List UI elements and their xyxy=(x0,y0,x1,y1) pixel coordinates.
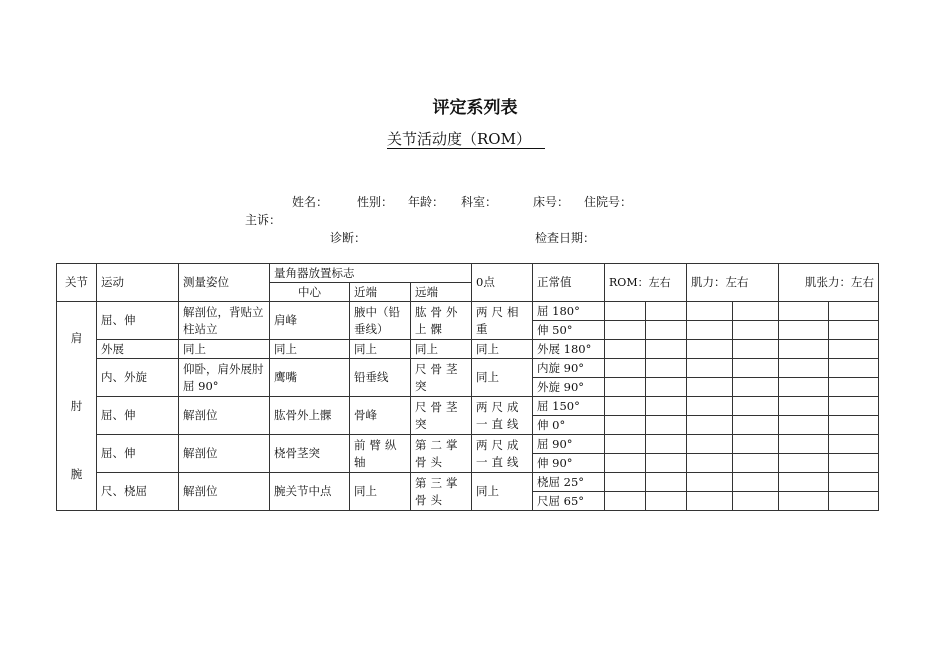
strength-left xyxy=(687,397,733,416)
distal-cell: 同上 xyxy=(411,340,472,359)
rom-right xyxy=(646,378,687,397)
center-cell: 肩峰 xyxy=(270,302,350,340)
table-row xyxy=(57,435,879,454)
strength-right xyxy=(733,435,779,454)
exam-date-label: 检查日期： xyxy=(535,231,596,245)
center-cell: 腕关节中点 xyxy=(270,473,350,511)
center-cell: 鹰嘴 xyxy=(270,359,350,397)
rom-table xyxy=(56,263,879,511)
normal-cell: 伸 0° xyxy=(533,416,605,435)
normal-cell: 内旋 90° xyxy=(533,359,605,378)
joint-wrist: 腕 xyxy=(70,467,83,481)
zero-cell: 同上 xyxy=(472,473,533,511)
tone-right xyxy=(829,340,879,359)
header-tone: 肌张力：左右 xyxy=(779,264,879,302)
rom-left xyxy=(605,397,646,416)
rom-right xyxy=(646,435,687,454)
strength-right xyxy=(733,359,779,378)
header-normal: 正常值 xyxy=(533,264,605,302)
strength-right xyxy=(733,473,779,492)
joint-elbow: 肘 xyxy=(70,399,83,413)
page-subtitle: 关节活动度（ROM） xyxy=(387,130,545,149)
tone-left xyxy=(779,378,829,397)
rom-right xyxy=(646,492,687,511)
distal-cell: 肱骨外上髁 xyxy=(411,302,472,340)
motion-cell: 外展 xyxy=(97,340,179,359)
zero-cell: 两尺成一直线 xyxy=(472,435,533,473)
rom-right xyxy=(646,397,687,416)
strength-right xyxy=(733,492,779,511)
strength-left xyxy=(687,340,733,359)
proximal-cell: 同上 xyxy=(350,340,411,359)
rom-left xyxy=(605,416,646,435)
rom-right xyxy=(646,359,687,378)
zero-cell: 两尺相重 xyxy=(472,302,533,340)
distal-cell: 第三掌骨头 xyxy=(411,473,472,511)
strength-left xyxy=(687,302,733,321)
rom-right xyxy=(646,321,687,340)
center-cell: 桡骨茎突 xyxy=(270,435,350,473)
tone-right xyxy=(829,378,879,397)
strength-left xyxy=(687,378,733,397)
tone-left xyxy=(779,340,829,359)
tone-right xyxy=(829,359,879,378)
strength-left xyxy=(687,454,733,473)
tone-left xyxy=(779,321,829,340)
rom-left xyxy=(605,492,646,511)
normal-cell: 外旋 90° xyxy=(533,378,605,397)
tone-right xyxy=(829,321,879,340)
strength-left xyxy=(687,321,733,340)
proximal-cell: 腋中（铅垂线） xyxy=(350,302,411,340)
rom-left xyxy=(605,340,646,359)
motion-cell: 屈、伸 xyxy=(97,397,179,435)
header-joint: 关节 xyxy=(57,264,97,302)
strength-right xyxy=(733,340,779,359)
strength-left xyxy=(687,359,733,378)
table-row xyxy=(57,397,879,416)
rom-left xyxy=(605,359,646,378)
bed-label: 床号： xyxy=(533,195,570,209)
strength-left xyxy=(687,435,733,454)
posture-cell: 仰卧，肩外展肘屈 90° xyxy=(179,359,270,397)
strength-left xyxy=(687,492,733,511)
rom-right xyxy=(646,473,687,492)
normal-cell: 桡屈 25° xyxy=(533,473,605,492)
strength-right xyxy=(733,454,779,473)
rom-right xyxy=(646,302,687,321)
tone-left xyxy=(779,302,829,321)
posture-cell: 解剖位，背贴立柱站立 xyxy=(179,302,270,340)
tone-right xyxy=(829,416,879,435)
proximal-cell: 前臂纵轴 xyxy=(350,435,411,473)
distal-cell: 尺骨茎突 xyxy=(411,359,472,397)
strength-right xyxy=(733,321,779,340)
distal-cell: 尺骨茎突 xyxy=(411,397,472,435)
header-goniometer: 量角器放置标志 xyxy=(270,264,472,283)
diagnosis-label: 诊断： xyxy=(330,231,367,245)
tone-right xyxy=(829,492,879,511)
header-distal: 远端 xyxy=(411,283,472,302)
tone-right xyxy=(829,435,879,454)
rom-left xyxy=(605,321,646,340)
rom-right xyxy=(646,416,687,435)
header-posture: 测量姿位 xyxy=(179,264,270,302)
motion-cell: 屈、伸 xyxy=(97,435,179,473)
department-label: 科室： xyxy=(461,195,498,209)
joint-column xyxy=(57,302,97,511)
name-label: 姓名： xyxy=(292,195,329,209)
motion-cell: 屈、伸 xyxy=(97,302,179,340)
proximal-cell: 骨峰 xyxy=(350,397,411,435)
motion-cell: 尺、桡屈 xyxy=(97,473,179,511)
normal-cell: 尺屈 65° xyxy=(533,492,605,511)
tone-right xyxy=(829,397,879,416)
normal-cell: 屈 90° xyxy=(533,435,605,454)
table-row xyxy=(57,340,879,359)
table-row xyxy=(57,302,879,321)
header-motion: 运动 xyxy=(97,264,179,302)
zero-cell: 同上 xyxy=(472,340,533,359)
rom-right xyxy=(646,454,687,473)
tone-right xyxy=(829,302,879,321)
header-center: 中心 xyxy=(270,283,350,302)
proximal-cell: 铅垂线 xyxy=(350,359,411,397)
strength-right xyxy=(733,397,779,416)
normal-cell: 屈 180° xyxy=(533,302,605,321)
strength-right xyxy=(733,416,779,435)
header-strength: 肌力：左右 xyxy=(687,264,779,302)
table-row xyxy=(57,473,879,492)
tone-left xyxy=(779,416,829,435)
posture-cell: 解剖位 xyxy=(179,397,270,435)
header-zero: 0点 xyxy=(472,264,533,302)
tone-left xyxy=(779,397,829,416)
normal-cell: 伸 90° xyxy=(533,454,605,473)
rom-left xyxy=(605,435,646,454)
rom-left xyxy=(605,302,646,321)
proximal-cell: 同上 xyxy=(350,473,411,511)
header-proximal: 近端 xyxy=(350,283,411,302)
strength-left xyxy=(687,473,733,492)
admission-no-label: 住院号： xyxy=(584,195,633,209)
rom-left xyxy=(605,378,646,397)
strength-left xyxy=(687,416,733,435)
normal-cell: 外展 180° xyxy=(533,340,605,359)
strength-right xyxy=(733,378,779,397)
strength-right xyxy=(733,302,779,321)
normal-cell: 屈 150° xyxy=(533,397,605,416)
tone-left xyxy=(779,454,829,473)
normal-cell: 伸 50° xyxy=(533,321,605,340)
tone-right xyxy=(829,454,879,473)
center-cell: 同上 xyxy=(270,340,350,359)
rom-right xyxy=(646,340,687,359)
posture-cell: 解剖位 xyxy=(179,473,270,511)
rom-left xyxy=(605,454,646,473)
table-row xyxy=(57,359,879,378)
posture-cell: 同上 xyxy=(179,340,270,359)
age-label: 年龄： xyxy=(408,195,445,209)
motion-cell: 内、外旋 xyxy=(97,359,179,397)
joint-shoulder: 肩 xyxy=(70,331,83,345)
zero-cell: 两尺成一直线 xyxy=(472,397,533,435)
tone-right xyxy=(829,473,879,492)
tone-left xyxy=(779,473,829,492)
page-title: 评定系列表 xyxy=(432,98,518,118)
zero-cell: 同上 xyxy=(472,359,533,397)
header-rom: ROM：左右 xyxy=(605,264,687,302)
distal-cell: 第二掌骨头 xyxy=(411,435,472,473)
gender-label: 性别： xyxy=(357,195,394,209)
center-cell: 肱骨外上髁 xyxy=(270,397,350,435)
tone-left xyxy=(779,359,829,378)
rom-left xyxy=(605,473,646,492)
tone-left xyxy=(779,435,829,454)
posture-cell: 解剖位 xyxy=(179,435,270,473)
complaint-label: 主诉： xyxy=(245,213,282,227)
tone-left xyxy=(779,492,829,511)
